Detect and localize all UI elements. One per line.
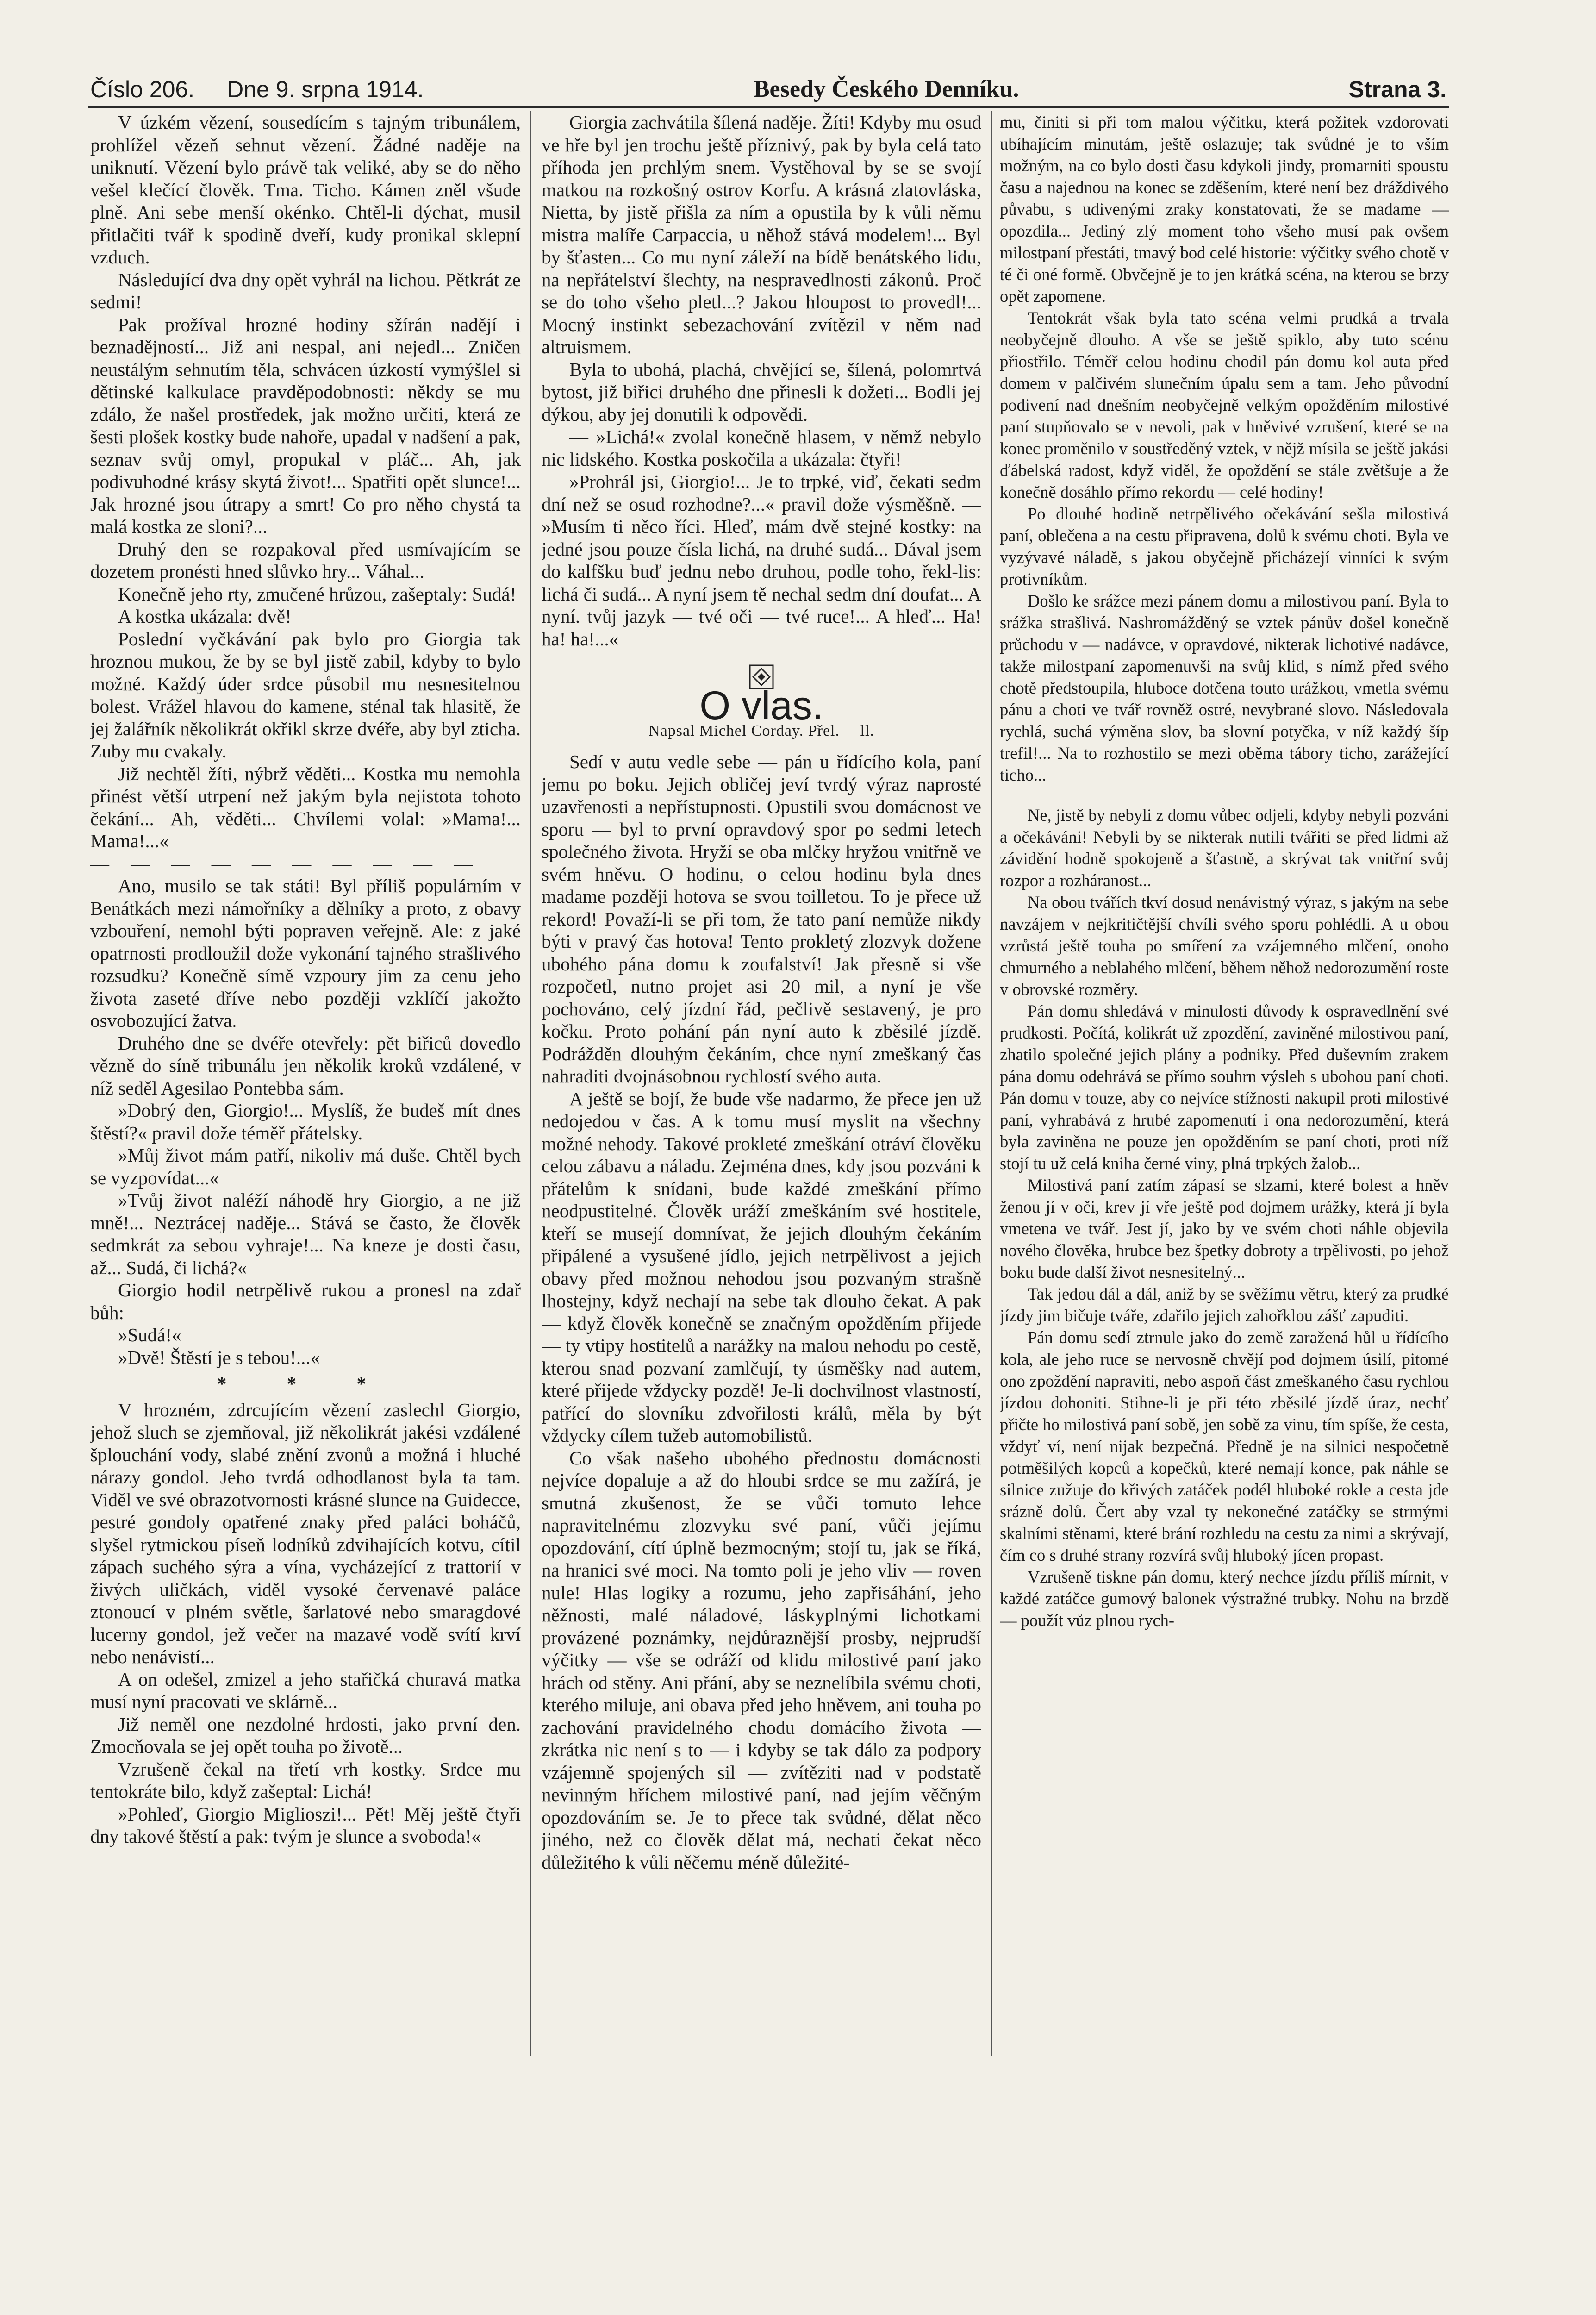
paragraph: »Prohrál jsi, Giorgio!... Je to trpké, viď, čekati sedm dní než se osud rozhodne?...« pravil dože výsměšně. — »Musím ti něco říci. Hleď, mám dvě stejné kostky: na jedné jsou pouze čísla lichá, na druhé sudá... Dával jsem do kalfšku buď jednu nebo druhou, podle toho, řekl-lis: lichá či sudá... A nyní jsem tě nechal sedm dní doufat... A nyní. tvůj jazyk — tvé oči — tvé ruce!... A hleď... Ha! ha! ha!...« [542, 471, 981, 650]
paragraph: Vzrušeně čekal na třetí vrh kostky. Srdce mu tentokráte bilo, když zašeptal: Lichá! [90, 1758, 521, 1802]
paragraph: Pán domu shledává v minulosti důvody k ospravedlnění své prudkosti. Počítá, kolikrát už zpozdění, zaviněné milostivou paní, zhatilo společné jejich plány a podniky. Před duševním zrakem pána domu odehrává se přímo souhrn výsleh s ubohou paní choti. Pán domu v touze, aby co nejvíce stížnosti nakupil proti milostivé paní, vyhrabává z hrubé zapomenutí i ona nedorozumění, která byla zaviněna ne pouze jen opožděním se paní choti, proti níž stojí tu už celá kniha černé viny, plná trpkých žalob... [1000, 1001, 1449, 1173]
paragraph: Byla to ubohá, plachá, chvějící se, šílená, polomrtvá bytost, již biřici druhého dne přinesli k dožeti... Bodli jej dýkou, aby jej donutili k odpovědi. [542, 358, 981, 425]
paragraph: Na obou tvářích tkví dosud nenávistný výraz, s jakým na sebe navzájem v nejkritičtější chvíli svého sporu pohlédli. A u obou vzrůstá ještě touha po smíření za vzájemného mlčení, onoho chmurného a neblahého mlčení, během něhož nedorozumění roste v obrovské rozměry. [1000, 893, 1449, 999]
paragraph: »Dvě! Štěstí je s tebou!...« [118, 1346, 320, 1368]
paragraph: Tak jedou dál a dál, aniž by se svěžímu větru, který za prudké jízdy jim bičuje tváře, zdařilo jejich zahořklou zášť zapuditi. [1000, 1284, 1449, 1325]
column-1 [90, 111, 521, 2056]
paragraph: A on odešel, zmizel a jeho stařičká churavá matka musí nyní pracovati ve sklárně... [90, 1668, 521, 1712]
paragraph: Giorgio hodil netrpělivě rukou a pronesl na zdař bůh: [90, 1279, 521, 1323]
paragraph: »Můj život mám patří, nikoliv má duše. Chtěl bych se vyzpovídat...« [90, 1145, 521, 1189]
paragraph: »Sudá!« [118, 1324, 181, 1345]
dash-separator: — — — — — — — — — — [90, 852, 481, 874]
page-number: Strana 3. [1348, 76, 1446, 102]
paragraph: V úzkém vězení, sousedícím s tajným tribunálem, prohlížel vězeň sehnut vězení. Žádné naděje na uniknutí. Vězení bylo právě tak veliké, aby se do něho vešel klečící člověk. Tma. Ticho. Kámen zněl všude plně. Ani sebe menší okénko. Chtěl-li dýchat, musil přitlačiti tvář k spodině dveří, kudy pronikal sklepní vzduch. [90, 112, 521, 268]
paragraph: Konečně jeho rty, zmučené hrůzou, zašeptaly: Sudá! [118, 583, 517, 605]
paragraph: Pak prožíval hrozné hodiny sžírán nadějí i beznadějností... Již ani nespal, ani nejedl... Zničen neustálým sehnutím těla, schvácen úzkostí vymýšlel si dětinské kalkulace pravděpodobnosti: někdy se mu zdálo, že našel prostředek, jak možno určiti, která ze šesti plošek kostky bude nahoře, upadal v nadšení a pak, seznav svůj omyl, propukal v pláč... Ah, jak podivuhodné krásy skytá život!... Spatřiti opět slunce!... Jak hrozné jsou útrapy a smrt! Co pro něho chystá ta malá kostka ze sloni?... [90, 313, 521, 537]
paragraph: Co však našeho ubohého přednostu domácnosti nejvíce dopaluje a až do hloubi srdce se mu zažírá, je smutná zkušenost, že se vůči tomuto lehce napravitelnému zlozvyku své paní, vůči jejímu opozdování, cítí úplně bezmocným; stojí tu, jak se říká, na hranici své moci. Na tomto poli je jeho vliv — roven nule! Hlas logiky a rozumu, jeho zapřisáhání, jeho něžnosti, malé náladové, láskyplnými lichotkami provázené poznámky, nejdůraznější prosby, nejprudší výčitky — vše se odráží od klidu milostivé paní jako hrách od stěny. Ani přání, aby se neznelíbila svému choti, kterého miluje, ani obava před jeho hněvem, ani touha po zachování pravidelného chodu domácího života — zkrátka nic není s to — i kdyby se tak dálo za podpory vzájemně spojených sil — zvítěziti nad v podstatě nevinným hříchem milostivé paní, nad jejím věčným opozdováním se. Je to přece tak svůdné, dělat něco jiného, než co člověk dělat má, nechati čekat něco důležitého k vůli něčemu méně důležité- [542, 1447, 981, 1873]
issue-date: Dne 9. srpna 1914. [227, 76, 424, 102]
paragraph: V hrozném, zdrcujícím vězení zaslechl Giorgio, jehož sluch se zjemňoval, již několikrát jakési vzdálené šplouchání vody, slabé znění zvonů a možná i hluché nárazy gondol. Jeho tvrdá odhodlanost byla ta tam. Viděl ve své obrazotvornosti krásné slunce na Guidecce, pestré gondoly opatřené znaky před paláci boháčů, slyšel rytmickou píseň lodníků zdvihajících kotvu, cítil zápach suchého sýra a vína, vycházející z trattorií v živých uličkách, viděl vysoké červenavé paláce ztonoucí v plném světle, šarlatové nebo smaragdové lucerny gondol, jež večer na mazavé vodě svítí krví nebo nenávistí... [90, 1399, 521, 1667]
paragraph: Ne, jistě by nebyli z domu vůbec odjeli, kdyby nebyli pozváni a očekáváni! Nebyli by se nikterak nutili tvářiti se před lidmi až závidění hodně spokojeně a šťastně, a skrývat tak vnitřní svůj rozpor a rozháranost... [1000, 806, 1449, 890]
column-2 [542, 111, 981, 2056]
article-title: O vlas. [699, 683, 823, 728]
spacer [1000, 786, 1449, 804]
paragraph: »Pohleď, Giorgio Miglioszi!... Pět! Měj ještě čtyři dny takové štěstí a pak: tvým je slunce a svoboda!« [90, 1803, 521, 1847]
issue-number: Číslo 206. [90, 76, 195, 102]
column-3 [1000, 111, 1449, 2056]
column-divider [991, 111, 992, 2056]
paragraph: Tentokrát však byla tato scéna velmi prudká a trvala neobyčejně dlouho. A vše se ještě spiklo, aby tuto scénu přiostřilo. Téměř celou hodinu chodil pán domu kol auta před domem v palčivém slunečním úpalu sem a tam. Jeho původní podivení nad dnešním neobyčejně velkým opožděním milostivé paní stupňovalo se v nevoli, pak v hněvivé vzrušení, které se na konec proměnilo v soustředěný vztek, v nějž mísila se ještě jakási ďábelská radost, když viděl, že opoždění se stále zvětšuje a že konečně dosáhlo přímo rekordu — celé hodiny! [1000, 308, 1449, 501]
paragraph: mu, činiti si při tom malou výčitku, která požitek vzdorovati ubíhajícím minutám, ještě oslazuje; tak svůdné je to vším možným, na co bylo dosti času kdykoli jindy, promarniti spoustu času a najednou na konec se zděšením, které není bez dráždivého půvabu, s udivenými zraky konstatovati, že se madame — opozdila... Jediný zlý moment toho všeho musí pak ovšem milostpaní přestáti, tmavý bod celé historie: výčitky svého chotě v té či oné formě. Obvčejně je to jen krátká scéna, na kterou se brzy opět zapomene. [1000, 113, 1449, 306]
header-left [90, 76, 424, 103]
paragraph: Došlo ke srážce mezi pánem domu a milostivou paní. Byla to srážka strašlivá. Nashromážděný se vztek pánův došel konečně průchodu v — nadávce, v opravdové, nikterak lichotivé nadávce, takže milostpaní zapomenuvši na svůj klid, s nímž před svého chotě předstoupila, hluboce dotčena touto urážkou, vmetla svému pánu a choti ve tvář rovněž ostré, nevybrané slovo. Následovala rychlá, suchá výměna slov, ba slovní potyčka, v níž každý šíp trefil!... Na to rozhostilo se mezi oběma tábory ticho, zarážející ticho... [1000, 591, 1449, 784]
paragraph: A ještě se bojí, že bude vše nadarmo, že přece jen už nedojedou v čas. A k tomu musí myslit na všechny možné nehody. Takové prokleté zmeškání otráví člověku celou zábavu a náladu. Zejména dnes, kdy jsou pozváni k přátelům k snídani, bude každé zmeškání přímo neodpustitelné. Člověk uráží zmeškáním své hostitele, kteří se musejí domnívat, že jejich dlouhým čekáním připálené a vysušené jídlo, jejich netrpělivost a jejich obavy před možnou nehodou jsou pozvaným strašně lhostejny, když nechají na sebe tak dlouho čekat. A pak — když člověk konečně se značným opožděním přijede — ty vtipy hostitelů a narážky na malou nehodu po cestě, kterou snad pozvaní zamlčují, ty úsměšky nad autem, které přijede vždycky pozdě! Je-li dochvilnost vlastností, patřící do slovníku zdvořilosti králů, měla by být vždycky cílem tužeb automobilistů. [542, 1088, 981, 1446]
paragraph: Ano, musilo se tak státi! Byl příliš populárním v Benátkách mezi námořníky a dělníky a proto, z obavy vzbouření, nemohl býti popraven veřejně. Ale: z jaké opatrnosti prodloužil dože vykonání tajného strašlivého rozsudku? Konečně símě vzpoury jim za cenu jeho života zaseté dříve nebo později vzklíčí jakožto osvobozující žatva. [90, 875, 521, 1031]
paragraph: Následující dva dny opět vyhrál na lichou. Pětkrát ze sedmi! [90, 269, 521, 313]
paragraph: A kostka ukázala: dvě! [118, 606, 292, 627]
header-rule [88, 106, 1449, 108]
paragraph: Již nechtěl žíti, nýbrž věděti... Kostka mu nemohla přinést větší utrpení než jakým byla nejistota tohoto čekání... Ah, věděti... Chvílemi volal: »Mama!... Mama!...« [90, 763, 521, 851]
newspaper-title: Besedy Českého Denníku. [753, 76, 1019, 102]
paragraph: Již neměl one nezdolné hrdosti, jako první den. Zmocňovala se jej opět touha po životě... [90, 1713, 521, 1757]
paragraph: Poslední vyčkávání pak bylo pro Giorgia tak hroznou mukou, že by se byl jistě zabil, kdyby to bylo možné. Každý úder srdce působil mu nesnesitelnou bolest. Vrážel hlavou do kamene, sténal tak hlasitě, že jej žalářník několikrát okřikl skrze dvéře, aby byl zticha. Zuby mu cvakaly. [90, 628, 521, 762]
paragraph: Pán domu sedí ztrnule jako do země zaražená hůl u řídícího kola, ale jeho ruce se nervosně chvějí pod dojmem úsilí, pitomé ono zpoždění napraviti, nebo aspoň část zmeškaného času rychlou jízdou dohoniti. Stihne-li je při této zběsilé jízdě úraz, nechť přičte ho milostivá paní sobě, jen sobě za vinu, tím spíše, že cesta, vždyť ví, není nijak bezpečná. Předně je na silnici nespočetně potměšilých kopců a kopečků, které nemají konce, pak náhle se silnice zužuje do křivých zatáček podél hluboké rokle a cesta jde srázně dolů. Čert aby vzal ty nekonečné zatáčky se strmými skalními stěnami, které brání rozhledu na cestu za nimi a skrývají, čím co s druhé strany rozvírá svůj hluboký jícen propast. [1000, 1328, 1449, 1564]
page-header [90, 69, 1446, 103]
paragraph: »Dobrý den, Giorgio!... Myslíš, že budeš mít dnes štěstí?« pravil dože téměř přátelsky. [90, 1100, 521, 1144]
section-break-stars: * * * [217, 1373, 394, 1394]
paragraph: Po dlouhé hodině netrpělivého očekávání sešla milostivá paní, oblečena a na cestu připravena, dolů k svému choti. Byla ve vyzývavé náladě, s jakou obyčejně přicházejí vinníci k svým protivníkům. [1000, 504, 1449, 588]
paragraph: Milostivá paní zatím zápasí se slzami, které bolest a hněv ženou jí v oči, krev jí vře ještě pod dojmem urážky, která jí byla vmetena ve tvář. Jest jí, jako by ve svém choti náhle objevila nového člověka, hrubce bez špetky dobroty a trpělivosti, po jehož boku bude další život nesnesitelný... [1000, 1176, 1449, 1282]
paragraph: Druhý den se rozpakoval před usmívajícím se dozetem pronésti hned slůvko hry... Váhal... [90, 538, 521, 582]
column-divider [530, 111, 531, 2056]
paragraph: »Tvůj život naléží náhodě hry Giorgio, a ne již mně!... Neztrácej naděje... Stává se často, že člověk sedmkrát za sebou vyhraje!... Na kneze je dosti času, až... Sudá, či lichá?« [90, 1189, 521, 1278]
paragraph: Vzrušeně tiskne pán domu, který nechce jízdu příliš mírnit, v každé zatáčce gumový balonek výstražné trubky. Nohu na brzdě — použít vůz plnou rych- [1000, 1567, 1449, 1630]
paragraph: — »Lichá!« zvolal konečně hlasem, v němž nebylo nic lidského. Kostka poskočila a ukázala: čtyři! [542, 426, 981, 470]
paragraph: Druhého dne se dvéře otevřely: pět biřiců dovedlo vězně do síně tribunálu jen několik kroků vzdálené, v níž seděl Agesilao Pontebba sám. [90, 1032, 521, 1099]
article-byline: Napsal Michel Corday. Přel. —ll. [648, 722, 874, 739]
paragraph: Giorgia zachvátila šílená naděje. Žíti! Kdyby mu osud ve hře byl jen trochu ještě příznivý, pak by byla celá tato příhoda jen prchlým snem. Vystěhoval by se se svojí matkou na rozkošný ostrov Korfu. A krásná zlatovláska, Nietta, by jistě přišla za ním a opustila by k vůli němu mistra malíře Carpaccia, u něhož stává modelem!... Byl by šťasten... Co mu nyní záleží na bídě benátského lidu, na nepřátelství šlechty, na nespravedlnosti zákonů. Proč se do toho všeho pletl...? Jakou hloupost to provedl!... Mocný instinkt sebezachování zvítězil v něm nad altruismem. [542, 112, 981, 357]
paragraph: Sedí v autu vedle sebe — pán u řídícího kola, paní jemu po boku. Jejich obličej jeví tvrdý výraz naprosté uzavřenosti a nepřístupnosti. Opustili svou domácnost ve sporu — byl to první opravdový spor po sedmi letech společného života. Hryží se oba mlčky hryžou vnitřně ve svém hněvu. O hodinu, o celou hodinu byla dnes madame později hotova se svou toilletou. To je přece už rekord! Považí-li se při tom, že tato paní nemůže nikdy býti v pravý čas hotova! Tento prokletý zlozvyk dožene ubohého pána domu k zoufalství! Jak přesně si vše rozpočetl, nutno projet asi 20 mil, a nyní je vše pochováno, celý jízdní řád, pečlivě sestavený, je pro kočku. Proto pohání pán nyní auto k zběsilé jízdě. Podrážděn dlouhým čekáním, chce nyní zmeškaný čas nahraditi dvojnásobnou rychlostí svého auta. [542, 751, 981, 1087]
